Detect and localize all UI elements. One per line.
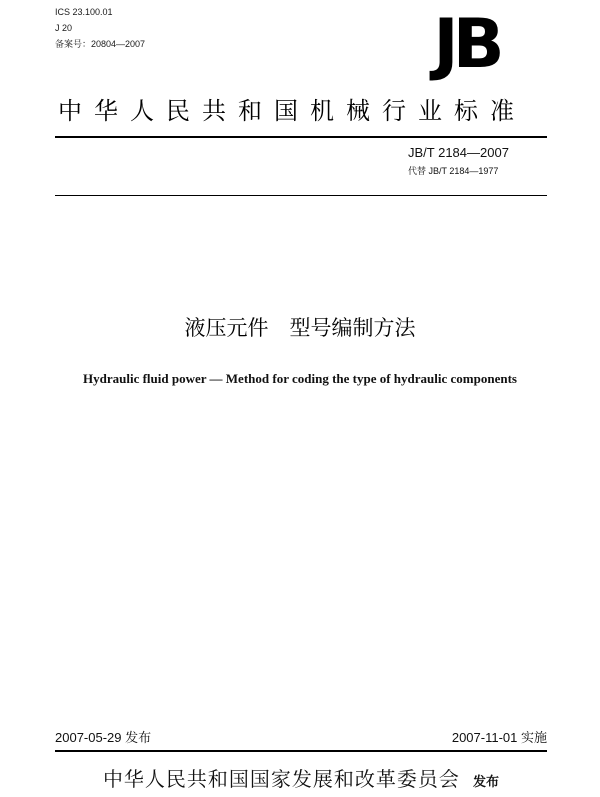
implement-date: 2007-11-01 实施 bbox=[451, 730, 547, 745]
record-number: 备案号：20804—2007 bbox=[55, 39, 146, 49]
issue-date: 2007-05-29 发布 bbox=[55, 730, 152, 745]
replaces-code: 代替 JB/T 2184—1977 bbox=[408, 166, 499, 176]
standard-title: 中华人民共和国机械行业标准 bbox=[58, 97, 526, 125]
ccs-code: J 20 bbox=[55, 23, 73, 33]
publisher-name: 中华人民共和国国家发展和改革委员会 bbox=[102, 767, 460, 791]
ics-code: ICS 23.100.01 bbox=[55, 7, 113, 17]
document-title-cn: 液压元件 型号编制方法 bbox=[184, 316, 416, 340]
standard-code: JB/T 2184—2007 bbox=[408, 145, 509, 160]
header-divider bbox=[55, 195, 547, 196]
document-title-en: Hydraulic fluid power — Method for coding the type of hydraulic components bbox=[83, 371, 517, 386]
jb-logo: JB bbox=[433, 5, 499, 84]
top-divider bbox=[55, 136, 547, 138]
publisher bbox=[55, 765, 547, 797]
footer-divider bbox=[55, 750, 547, 752]
publish-label: 发布 bbox=[473, 775, 500, 790]
